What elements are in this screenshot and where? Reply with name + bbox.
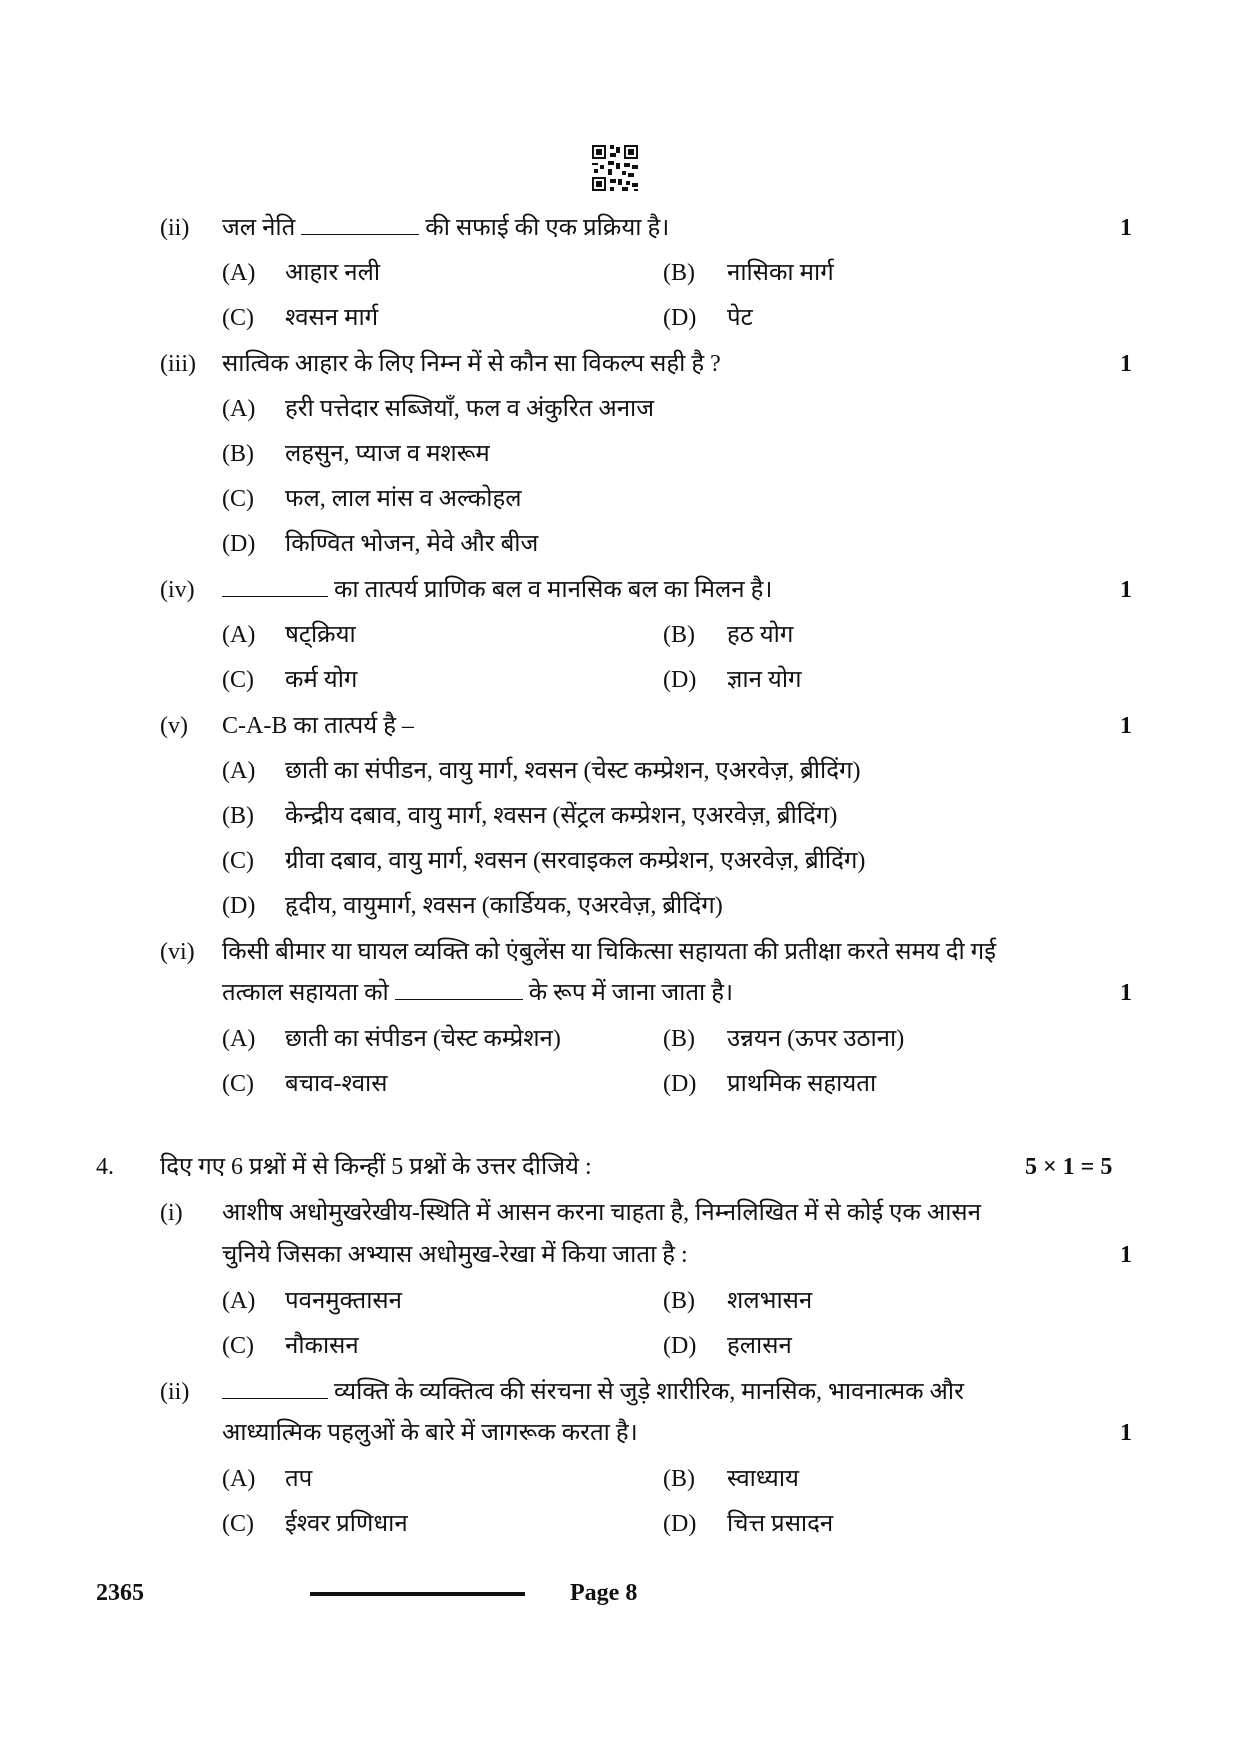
option-label: (B) <box>663 1466 695 1492</box>
footer-divider <box>310 1592 525 1596</box>
question-number: (iii) <box>160 351 196 377</box>
option-c: नौकासन <box>285 1333 359 1359</box>
option-d: पेट <box>727 305 753 331</box>
option-label: (D) <box>663 667 697 693</box>
option-d: हलासन <box>727 1333 792 1359</box>
option-label: (D) <box>222 893 256 919</box>
option-a: तप <box>285 1466 313 1492</box>
question-number: (vi) <box>160 939 195 965</box>
option-label: (B) <box>663 1026 695 1052</box>
question-text-after: के रूप में जाना जाता है। <box>528 980 734 1006</box>
question-text: C-A-B का तात्पर्य है – <box>222 713 414 739</box>
question-text <box>222 575 772 605</box>
option-label: (D) <box>663 305 697 331</box>
page-number: Page 8 <box>570 1580 638 1606</box>
option-a: छाती का संपीडन (चेस्ट कम्प्रेशन) <box>285 1026 561 1052</box>
qr-code <box>590 143 640 198</box>
question-text-line1: किसी बीमार या घायल व्यक्ति को एंबुलेंस या चिकित्सा सहायता की प्रतीक्षा करते समय दी गई <box>222 939 996 965</box>
option-d: किण्वित भोजन, मेवे और बीज <box>285 531 539 557</box>
option-label: (A) <box>222 1466 256 1492</box>
question-text: सात्विक आहार के लिए निम्न में से कौन सा विकल्प सही है ? <box>222 351 721 377</box>
fill-blank <box>301 214 419 235</box>
option-label: (C) <box>222 1071 254 1097</box>
option-label: (B) <box>222 441 254 467</box>
marks: 1 <box>1120 980 1132 1006</box>
question-text-line1: आशीष अधोमुखरेखीय-स्थिति में आसन करना चाहता है, निम्नलिखित में से कोई एक आसन <box>222 1200 981 1226</box>
option-b: स्वाध्याय <box>727 1466 799 1492</box>
question-instruction: दिए गए 6 प्रश्नों में से किन्हीं 5 प्रश्नों के उत्तर दीजिये : <box>160 1154 592 1180</box>
option-b: उन्नयन (ऊपर उठाना) <box>727 1026 905 1052</box>
option-label: (C) <box>222 667 254 693</box>
question-number: (v) <box>160 713 188 739</box>
question-text-line2 <box>222 978 733 1008</box>
question-text-before: जल नेति <box>222 215 296 241</box>
option-label: (C) <box>222 305 254 331</box>
marks: 1 <box>1120 713 1132 739</box>
question-number: (i) <box>160 1200 183 1226</box>
option-b: केन्द्रीय दबाव, वायु मार्ग, श्वसन (सेंट्रल कम्प्रेशन, एअरवेज़, ब्रीदिंग) <box>285 803 838 829</box>
option-label: (A) <box>222 1288 256 1314</box>
question-text-line1 <box>222 1377 964 1407</box>
option-label: (C) <box>222 848 254 874</box>
option-c: ग्रीवा दबाव, वायु मार्ग, श्वसन (सरवाइकल कम्प्रेशन, एअरवेज़, ब्रीदिंग) <box>285 848 866 874</box>
option-label: (A) <box>222 622 256 648</box>
option-label: (A) <box>222 758 256 784</box>
option-label: (C) <box>222 486 254 512</box>
option-b: नासिका मार्ग <box>727 260 834 286</box>
option-label: (B) <box>663 1288 695 1314</box>
fill-blank <box>222 576 328 597</box>
fill-blank <box>395 979 523 1000</box>
marks: 1 <box>1120 1420 1132 1446</box>
option-label: (C) <box>222 1511 254 1537</box>
question-text-line2: आध्यात्मिक पहलुओं के बारे में जागरूक करता है। <box>222 1420 638 1446</box>
option-label: (A) <box>222 396 256 422</box>
option-a: पवनमुक्तासन <box>285 1288 402 1314</box>
question-text-after: व्यक्ति के व्यक्तित्व की संरचना से जुड़े शारीरिक, मानसिक, भावनात्मक और <box>334 1379 964 1405</box>
option-d: प्राथमिक सहायता <box>727 1071 877 1097</box>
option-label: (D) <box>663 1071 697 1097</box>
question-text-after: का तात्पर्य प्राणिक बल व मानसिक बल का मिलन है। <box>334 577 773 603</box>
option-label: (C) <box>222 1333 254 1359</box>
option-label: (A) <box>222 260 256 286</box>
option-a: षट्क्रिया <box>285 622 356 648</box>
option-b: लहसुन, प्याज व मशरूम <box>285 441 490 467</box>
option-label: (B) <box>222 803 254 829</box>
option-b: हठ योग <box>727 622 794 648</box>
question-text-line2: चुनिये जिसका अभ्यास अधोमुख-रेखा में किया जाता है : <box>222 1242 688 1268</box>
option-label: (D) <box>222 531 256 557</box>
option-label: (B) <box>663 260 695 286</box>
marks: 1 <box>1120 1242 1132 1268</box>
question-number: (ii) <box>160 215 190 241</box>
option-d: ज्ञान योग <box>727 667 802 693</box>
option-d: हृदीय, वायुमार्ग, श्वसन (कार्डियक, एअरवेज़, ब्रीदिंग) <box>285 893 723 919</box>
option-label: (D) <box>663 1511 697 1537</box>
question-text-after: की सफाई की एक प्रक्रिया है। <box>425 215 670 241</box>
option-label: (D) <box>663 1333 697 1359</box>
option-label: (A) <box>222 1026 256 1052</box>
marks: 1 <box>1120 351 1132 377</box>
option-label: (B) <box>663 622 695 648</box>
fill-blank <box>222 1378 328 1399</box>
marks: 1 <box>1120 215 1132 241</box>
option-a: आहार नली <box>285 260 381 286</box>
question-number: 4. <box>96 1154 114 1180</box>
option-c: कर्म योग <box>285 667 358 693</box>
option-c: ईश्वर प्रणिधान <box>285 1511 408 1537</box>
marks: 5 × 1 = 5 <box>1025 1154 1113 1180</box>
option-a: छाती का संपीडन, वायु मार्ग, श्वसन (चेस्ट कम्प्रेशन, एअरवेज़, ब्रीदिंग) <box>285 758 861 784</box>
option-a: हरी पत्तेदार सब्जियाँ, फल व अंकुरित अनाज <box>285 396 655 422</box>
question-number: (ii) <box>160 1379 190 1405</box>
question-number: (iv) <box>160 577 195 603</box>
option-b: शलभासन <box>727 1288 813 1314</box>
option-c: फल, लाल मांस व अल्कोहल <box>285 486 522 512</box>
option-d: चित्त प्रसादन <box>727 1511 834 1537</box>
question-text <box>222 213 669 243</box>
qr-code-icon <box>590 143 640 193</box>
option-c: श्वसन मार्ग <box>285 305 379 331</box>
paper-code: 2365 <box>96 1580 144 1606</box>
question-text-before: तत्काल सहायता को <box>222 980 389 1006</box>
marks: 1 <box>1120 577 1132 603</box>
option-c: बचाव-श्वास <box>285 1071 388 1097</box>
